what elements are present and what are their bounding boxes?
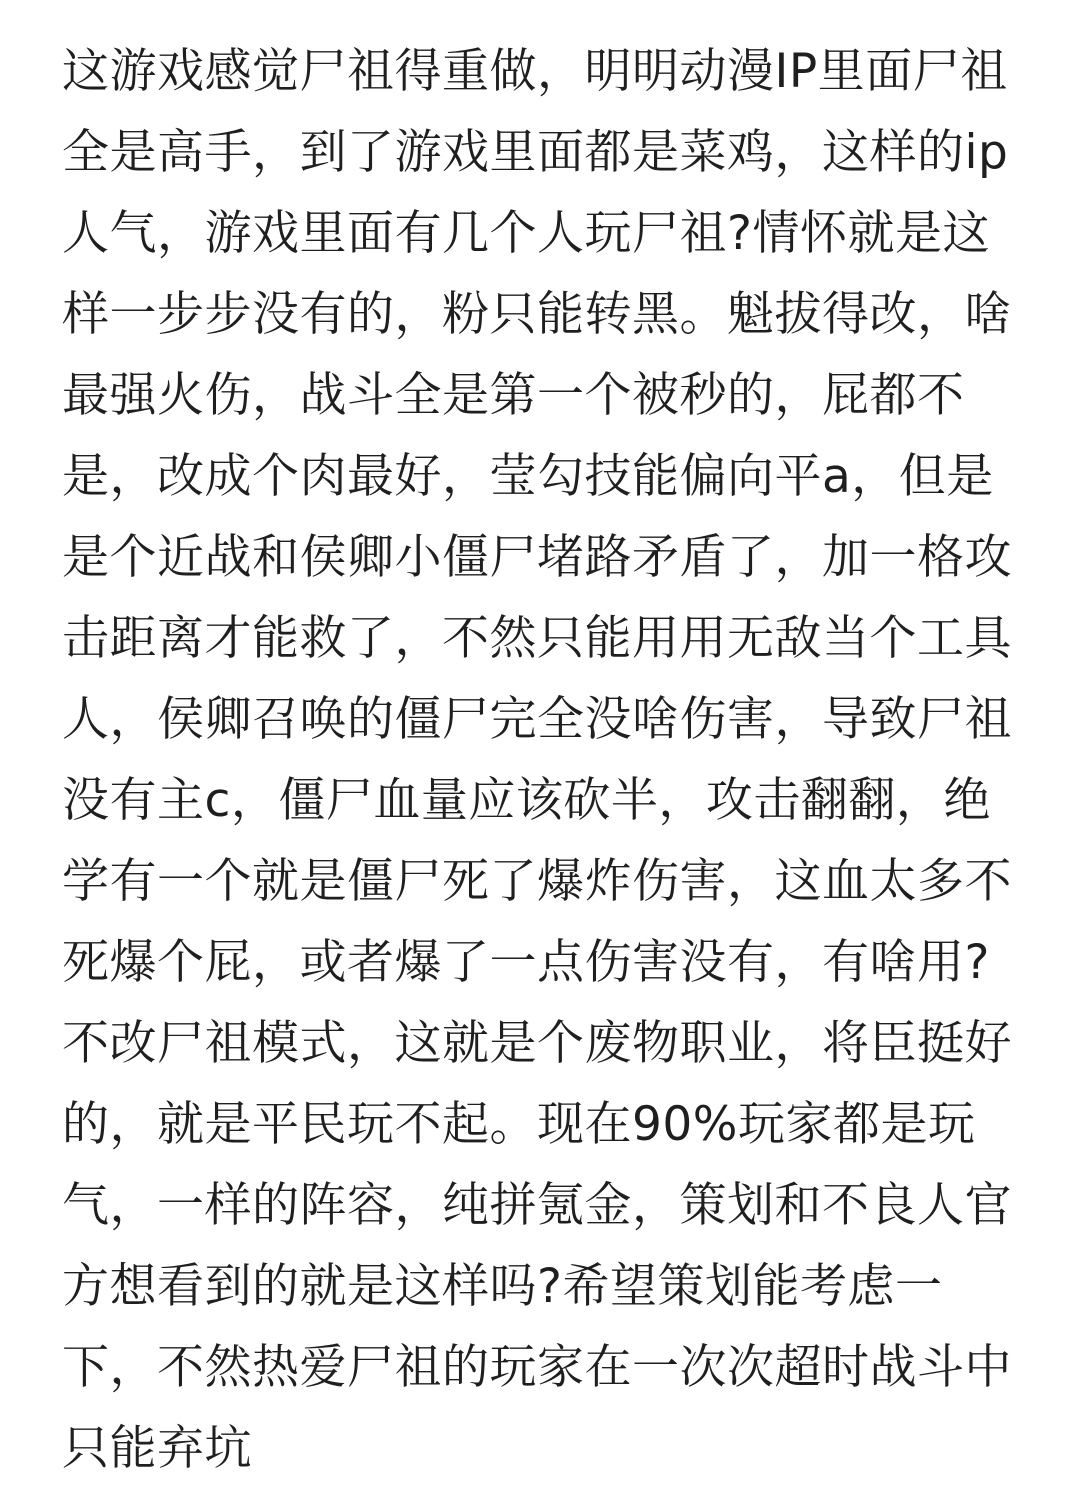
post-text-line: 是个近战和侯卿小僵尸堵路矛盾了，加一格攻 [62, 530, 1012, 585]
post-text-line: 人气，游戏里面有几个人玩尸祖?情怀就是这 [62, 206, 990, 261]
post-text-line: 这游戏感觉尸祖得重做，明明动漫IP里面尸祖 [62, 44, 1008, 99]
post-text-line: 方想看到的就是这样吗?希望策划能考虑一 [62, 1259, 943, 1314]
post-text-line: 最强火伤，战斗全是第一个被秒的，屁都不 [62, 368, 965, 423]
post-text-line: 下，不然热爱尸祖的玩家在一次次超时战斗中 [62, 1340, 1012, 1395]
post-text-line: 不改尸祖模式，这就是个废物职业，将臣挺好 [62, 1016, 1012, 1071]
post-text-line: 人，侯卿召唤的僵尸完全没啥伤害，导致尸祖 [62, 692, 1012, 747]
post-body-text [62, 0, 1042, 1489]
post-text-line: 全是高手，到了游戏里面都是菜鸡，这样的ip [62, 125, 1009, 180]
post-text-line: 死爆个屁，或者爆了一点伤害没有，有啥用? [62, 935, 990, 990]
post-text-line: 击距离才能救了，不然只能用用无敌当个工具 [62, 611, 1012, 666]
post-text-line: 学有一个就是僵尸死了爆炸伤害，这血太多不 [62, 854, 1012, 909]
post-text-line: 气，一样的阵容，纯拼氪金，策划和不良人官 [62, 1178, 1012, 1233]
post-text-line: 是，改成个肉最好，莹勾技能偏向平a，但是 [62, 449, 994, 504]
post-text-line: 只能弃坑 [62, 1421, 252, 1476]
post-text-line: 没有主c，僵尸血量应该砍半，攻击翻翻，绝 [62, 773, 991, 828]
post-text-line: 的，就是平民玩不起。现在90%玩家都是玩 [62, 1097, 976, 1152]
post-text-line: 样一步步没有的，粉只能转黑。魁拔得改，啥 [62, 287, 1012, 342]
